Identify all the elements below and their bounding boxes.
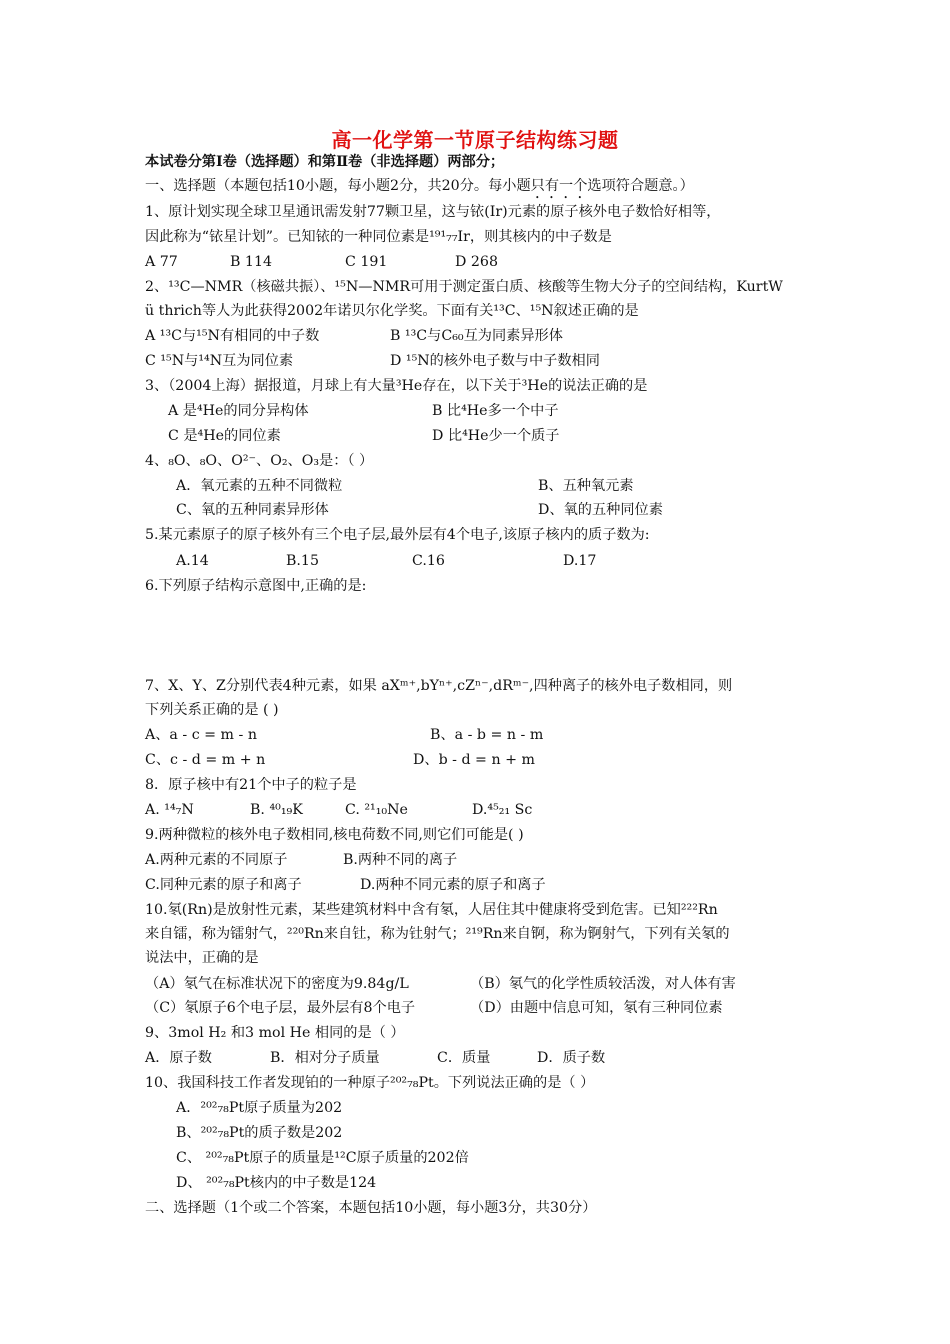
q10-option-c: （C）氡原子6个电子层，最外层有8个电子 — [145, 1000, 416, 1016]
q7-option-b: B、a - b = n - m — [430, 727, 544, 743]
q9-option-c: C.同种元素的原子和离子 — [145, 877, 302, 893]
q3-option-c: C 是⁴He的同位素 — [168, 428, 281, 444]
q10-option-b: （B）氡气的化学性质较活泼，对人体有害 — [470, 976, 736, 992]
q2-option-a: A ¹³C与¹⁵N有相同的中子数 — [145, 328, 320, 344]
q7-stem-2: 下列关系正确的是 ( ) — [145, 702, 279, 718]
q10-option-a: （A）氡气在标准状况下的密度为9.84g/L — [145, 976, 409, 992]
q1-stem-1: 1、原计划实现全球卫星通讯需发射77颗卫星，这与铱(Ir)元素的原子核外电子数恰好相等， — [145, 204, 721, 220]
q4-stem: 4、₈O、₈O、O²⁻、O₂、O₃是：（ ） — [145, 453, 374, 469]
section1-heading: 一、选择题（本题包括10小题，每小题2分，共20分。每小题只有一个选项符合题意。） — [145, 178, 694, 194]
q10b-stem: 10、我国科技工作者发现铂的一种原子²⁰²₇₈Pt。下列说法正确的是（ ） — [145, 1075, 595, 1091]
intro: 本试卷分第Ⅰ卷（选择题）和第Ⅱ卷（非选择题）两部分； — [145, 154, 505, 170]
q3-option-a: A 是⁴He的同分异构体 — [168, 403, 309, 419]
q9b-option-b: B．相对分子质量 — [270, 1050, 380, 1066]
q7-option-a: A、a - c = m - n — [145, 727, 257, 743]
q10b-option-c: C、 ²⁰²₇₈Pt原子的质量是¹²C原子质量的202倍 — [176, 1150, 469, 1166]
q2-option-b: B ¹³C与C₆₀互为同素异形体 — [390, 328, 563, 344]
q10b-option-b: B、²⁰²₇₈Pt的质子数是202 — [176, 1125, 343, 1141]
q1-option-c: C 191 — [345, 254, 388, 270]
page-title: 高一化学第一节原子结构练习题 — [331, 128, 619, 152]
q8-option-d: D.⁴⁵₂₁ Sc — [472, 802, 533, 818]
q1-option-b: B 114 — [230, 254, 273, 270]
q2-option-d: D ¹⁵N的核外电子数与中子数相同 — [390, 353, 600, 369]
q7-stem-1: 7、X、Y、Z分别代表4种元素，如果 aXᵐ⁺,bYⁿ⁺,cZⁿ⁻,dRᵐ⁻,四种离子的核外电子数相同，则 — [145, 678, 733, 694]
section2-heading: 二、选择题（1个或二个答案，本题包括10小题，每小题3分，共30分） — [145, 1200, 597, 1216]
q9-option-b: B.两种不同的离子 — [343, 852, 458, 868]
q9-option-a: A.两种元素的不同原子 — [145, 852, 288, 868]
q8-option-b: B. ⁴⁰₁₉K — [250, 802, 303, 818]
q1-option-d: D 268 — [455, 254, 498, 270]
q4-option-a: A．氧元素的五种不同微粒 — [176, 478, 343, 494]
q9-stem: 9.两种微粒的核外电子数相同,核电荷数不同,则它们可能是( ) — [145, 827, 524, 843]
q3-stem: 3、（2004上海）据报道，月球上有大量³He存在，以下关于³He的说法正确的是 — [145, 378, 648, 394]
q4-option-b: B、五种氧元素 — [538, 478, 634, 494]
q2-stem-1: 2、¹³C—NMR（核磁共振）、¹⁵N—NMR可用于测定蛋白质、核酸等生物大分子的空间结构，KurtW — [145, 279, 783, 295]
q3-option-d: D 比⁴He少一个质子 — [432, 428, 560, 444]
q5-option-d: D.17 — [563, 553, 597, 569]
q5-stem: 5.某元素原子的原子核外有三个电子层,最外层有4个电子,该原子核内的质子数为: — [145, 527, 650, 543]
q8-option-c: C. ²¹₁₀Ne — [345, 802, 408, 818]
q4-option-c: C、氧的五种同素异形体 — [176, 502, 329, 518]
q5-option-b: B.15 — [286, 553, 319, 569]
q10-stem-3: 说法中，正确的是 — [145, 950, 259, 966]
q10b-option-d: D、 ²⁰²₇₈Pt核内的中子数是124 — [176, 1175, 377, 1191]
q7-option-d: D、b - d = n + m — [413, 752, 535, 768]
q5-option-a: A.14 — [176, 553, 209, 569]
q1-stem-2: 因此称为“铱星计划”。已知铱的一种同位素是¹⁹¹₇₇Ir，则其核内的中子数是 — [145, 229, 612, 245]
q10-stem-1: 10.氡(Rn)是放射性元素，某些建筑材料中含有氡，人居住其中健康将受到危害。已知²²²Rn — [145, 902, 718, 918]
q9b-option-a: A．原子数 — [145, 1050, 212, 1066]
q2-option-c: C ¹⁵N与¹⁴N互为同位素 — [145, 353, 294, 369]
q10-option-d: （D）由题中信息可知，氡有三种同位素 — [470, 1000, 723, 1016]
q5-option-c: C.16 — [412, 553, 445, 569]
q9b-option-d: D．质子数 — [537, 1050, 606, 1066]
q1-option-a: A 77 — [145, 254, 178, 270]
q10b-option-a: A．²⁰²₇₈Pt原子质量为202 — [176, 1100, 343, 1116]
q7-option-c: C、c - d = m + n — [145, 752, 266, 768]
q4-option-d: D、氧的五种同位素 — [538, 502, 663, 518]
q8-option-a: A. ¹⁴₇N — [145, 802, 194, 818]
q9-option-d: D.两种不同元素的原子和离子 — [360, 877, 546, 893]
q3-option-b: B 比⁴He多一个中子 — [432, 403, 559, 419]
q6-stem: 6.下列原子结构示意图中,正确的是: — [145, 578, 367, 594]
q10-stem-2: 来自镭，称为镭射气，²²⁰Rn来自钍，称为钍射气；²¹⁹Rn来自锕，称为锕射气，下列有关氡的 — [145, 926, 730, 942]
q2-stem-2: ü thrich等人为此获得2002年诺贝尔化学奖。下面有关¹³C、¹⁵N叙述正确的是 — [145, 303, 639, 319]
q8-stem: 8．原子核中有21个中子的粒子是 — [145, 777, 357, 793]
q9b-stem: 9、3mol H₂ 和3 mol He 相同的是（ ） — [145, 1025, 405, 1041]
q9b-option-c: C．质量 — [437, 1050, 491, 1066]
